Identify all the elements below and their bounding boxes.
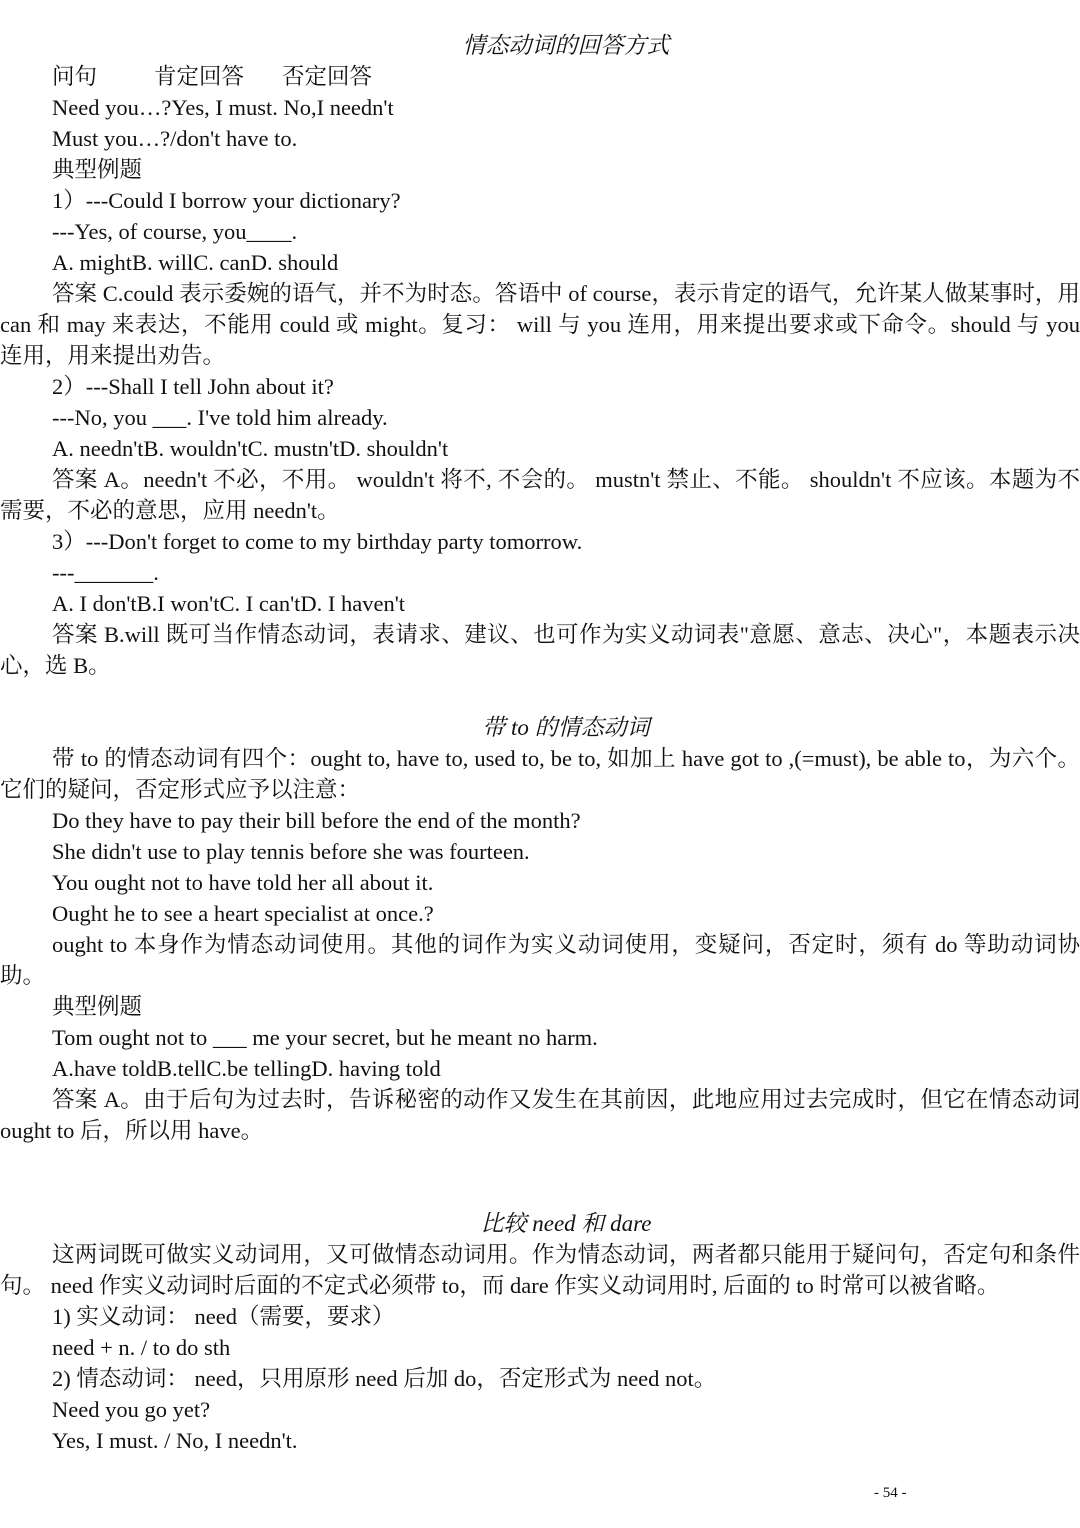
example-answer: ---_______. (52, 560, 159, 585)
text-line: Must you…?/don't have to. (52, 126, 298, 151)
intro-paragraph: 这两词既可做实义动词用，又可做情态动词用。作为情态动词，两者都只能用于疑问句，否定句和条件句。 need 作实义动词时后面的不定式必须带 to，而 dare 作实义动词用时, 后面的 to 时常可以被省略。 (0, 1242, 1080, 1298)
explanation-paragraph: 答案 C.could 表示委婉的语气，并不为时态。答语中 of course，表示肯定的语气，允许某人做某事时，用 can 和 may 来表达，不能用 could 或 might。复习： will 与 you 连用，用来提出要求或下命令。should 与 you 连用，用来提出劝告。 (0, 281, 1080, 368)
text-line: Need you…?Yes, I must. No,I needn't (52, 95, 394, 120)
explanation-paragraph: 答案 A。needn't 不必，不用。 wouldn't 将不, 不会的。 mustn't 禁止、不能。 shouldn't 不应该。本题为不需要，不必的意思，应用 needn't。 (0, 467, 1080, 523)
example-sentence: She didn't use to play tennis before she was fourteen. (52, 839, 530, 864)
example-options: A. I don'tB.I won'tC. I can'tD. I haven't (52, 591, 406, 616)
example-answer: ---No, you ___. I've told him already. (52, 405, 388, 430)
header-positive: 肯定回答 (154, 64, 245, 89)
spacer (0, 681, 1080, 712)
example-sentence: You ought not to have told her all about it. (52, 870, 434, 895)
spacer (0, 1146, 1080, 1208)
explanation-paragraph: 答案 A。由于后句为过去时，告诉秘密的动作又发生在其前因，此地应用过去完成时，但它在情态动词 ought to 后，所以用 have。 (0, 1087, 1080, 1143)
section-title-to-modals: 带 to 的情态动词 (482, 715, 650, 740)
page-number: - 54 - (874, 1485, 907, 1501)
intro-paragraph: 带 to 的情态动词有四个：ought to, have to, used to, be to, 如加上 have got to ,(=must), be able to，为六个。它们的疑问，否定形式应予以注意： (0, 746, 1080, 802)
example-heading: 典型例题 (52, 994, 143, 1019)
text-line: Yes, I must. / No, I needn't. (52, 1428, 298, 1453)
example-question: Tom ought not to ___ me your secret, but he meant no harm. (52, 1025, 598, 1050)
example-heading: 典型例题 (52, 157, 143, 182)
example-options: A. needn'tB. wouldn'tC. mustn'tD. shouldn't (52, 436, 449, 461)
explanation-paragraph: ought to 本身作为情态动词使用。其他的词作为实义动词使用，变疑问，否定时，须有 do 等助动词协助。 (0, 932, 1080, 988)
example-question: 1）---Could I borrow your dictionary? (52, 188, 401, 213)
example-sentence: Ought he to see a heart specialist at once.? (52, 901, 434, 926)
example-answer: ---Yes, of course, you____. (52, 219, 298, 244)
section-title-need-dare: 比较 need 和 dare (480, 1211, 652, 1236)
document-page (0, 30, 1080, 1456)
header-question: 问句 (52, 64, 98, 89)
example-question: 2）---Shall I tell John about it? (52, 374, 334, 399)
text-line: Need you go yet? (52, 1397, 211, 1422)
answer-table-header (0, 61, 1080, 92)
text-line: 1) 实义动词： need（需要，要求） (52, 1304, 395, 1329)
text-line: 2) 情态动词： need，只用原形 need 后加 do，否定形式为 need not。 (52, 1366, 717, 1391)
example-question: 3）---Don't forget to come to my birthday party tomorrow. (52, 529, 583, 554)
section-title-modal-answers: 情态动词的回答方式 (462, 33, 670, 58)
explanation-paragraph: 答案 B.will 既可当作情态动词，表请求、建议、也可作为实义动词表"意愿、意志、决心"，本题表示决心，选 B。 (0, 622, 1080, 678)
example-options: A. mightB. willC. canD. should (52, 250, 339, 275)
header-negative: 否定回答 (282, 64, 373, 89)
example-sentence: Do they have to pay their bill before the end of the month? (52, 808, 581, 833)
example-options: A.have toldB.tellC.be tellingD. having told (52, 1056, 441, 1081)
text-line: need + n. / to do sth (52, 1335, 231, 1360)
